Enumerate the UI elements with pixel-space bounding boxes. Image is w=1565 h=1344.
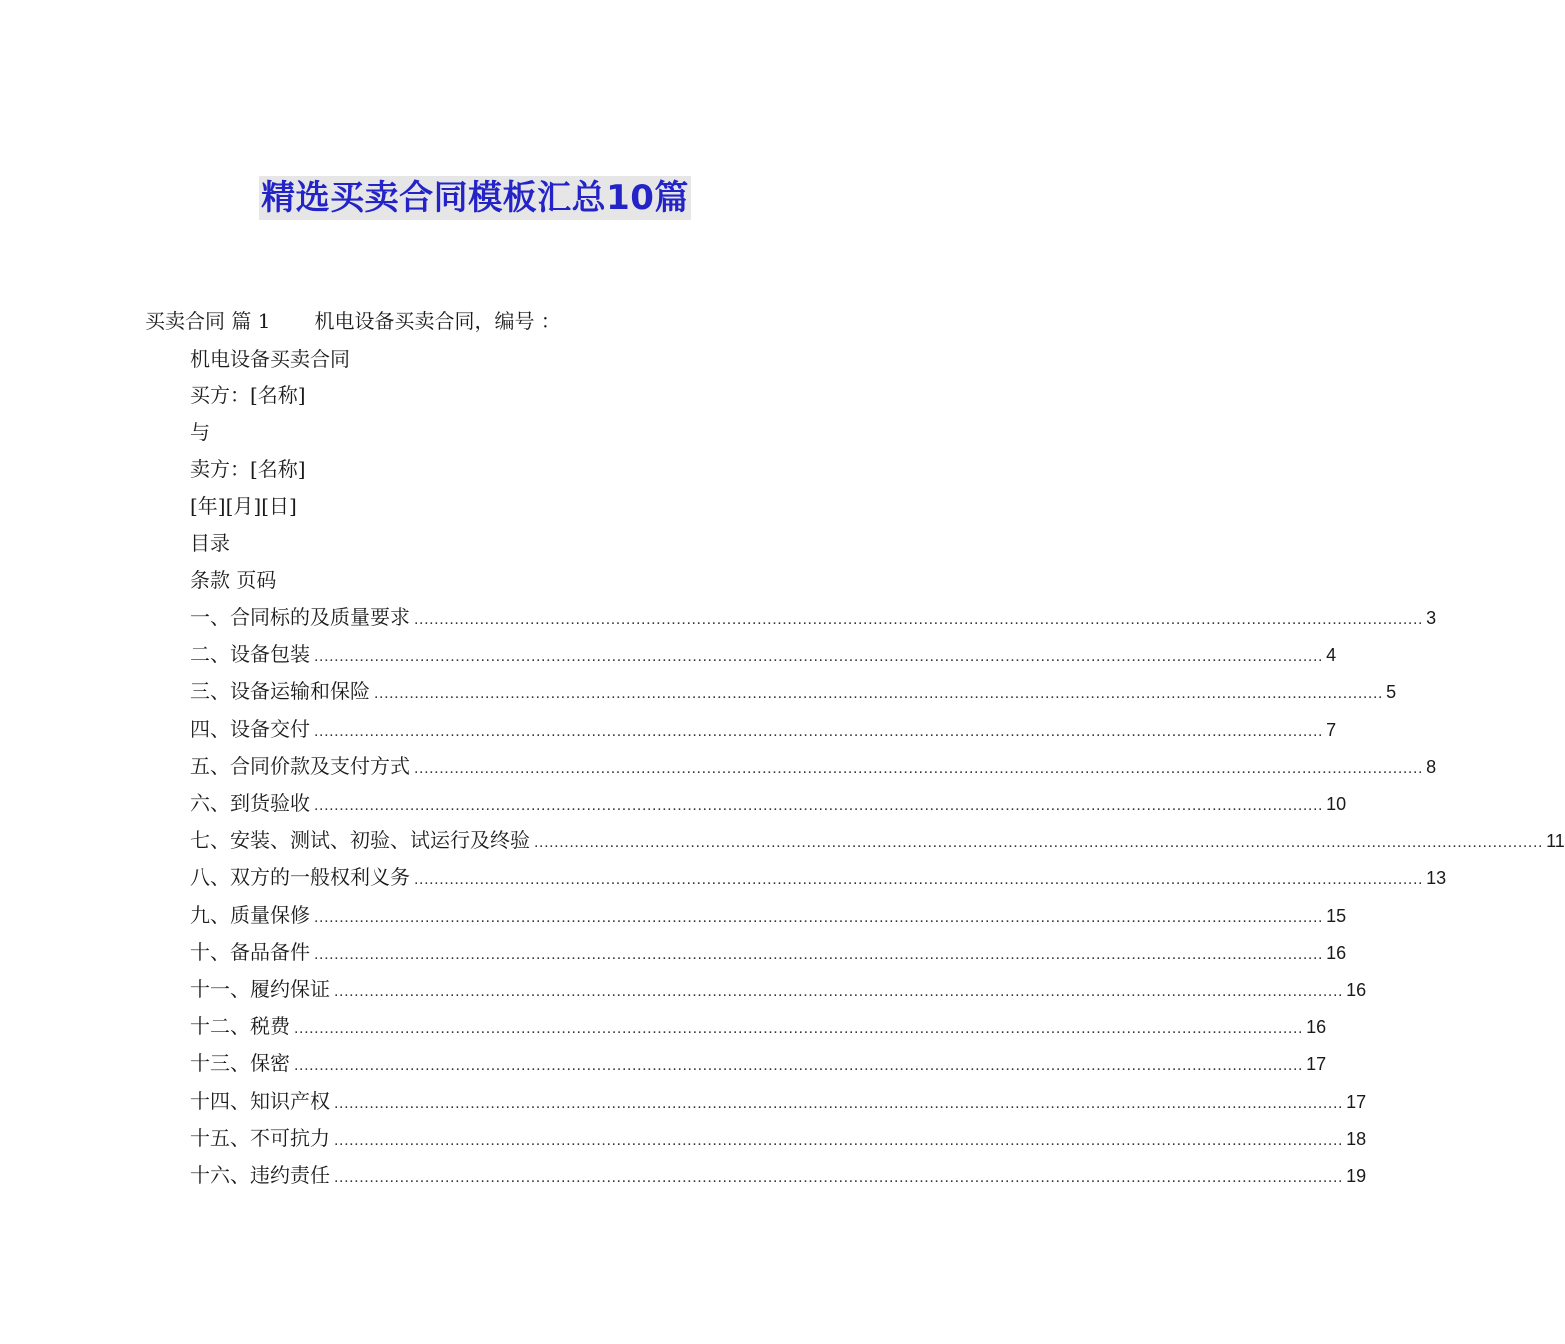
- toc-entry-title: 履约保证: [250, 977, 330, 1001]
- intro-heading: 买卖合同 篇 1: [145, 309, 271, 333]
- toc-number: 十一、: [190, 977, 250, 1001]
- toc-dot-leader: ........................................................................................................................................................................................................: [334, 983, 1344, 1000]
- toc-header: 条款 页码: [190, 568, 277, 592]
- toc-page-number: 16: [1326, 942, 1347, 963]
- date-line: [年][月][日]: [190, 494, 297, 518]
- toc-row: [190, 827, 1565, 856]
- toc-row: [190, 641, 1337, 670]
- toc-page-number: 16: [1306, 1017, 1327, 1038]
- toc-row: [190, 790, 1347, 819]
- toc-row: [190, 1088, 1367, 1117]
- toc-number: 十六、: [190, 1163, 250, 1187]
- toc-page-number: 17: [1346, 1091, 1367, 1112]
- toc-row: [190, 1050, 1327, 1079]
- toc-row: [190, 1162, 1367, 1191]
- toc-dot-leader: ........................................................................................................................................................................................................: [374, 685, 1384, 703]
- toc-entry-title: 双方的一般权利义务: [230, 865, 410, 890]
- toc-page-number: 19: [1346, 1166, 1367, 1186]
- intro-subject: 机电设备买卖合同，编号 ：: [314, 309, 561, 333]
- buyer-line: 买方：[名称]: [190, 383, 306, 407]
- contract-name: 机电设备买卖合同: [190, 347, 350, 371]
- toc-entry-title: 知识产权: [250, 1088, 330, 1113]
- toc-dot-leader: ........................................................................................................................................................................................................: [334, 1094, 1344, 1112]
- toc-row: [190, 976, 1367, 1005]
- toc-number: 十四、: [190, 1088, 250, 1113]
- toc-number: 四、: [190, 716, 230, 741]
- and-line: 与: [190, 420, 210, 444]
- toc-row: [190, 716, 1337, 745]
- toc-dot-leader: ........................................................................................................................................................................................................: [414, 871, 1424, 889]
- toc-page-number: 8: [1426, 756, 1437, 777]
- toc-dot-leader: ........................................................................................................................................................................................................: [294, 1057, 1304, 1075]
- toc-entry-title: 违约责任: [250, 1163, 330, 1187]
- toc-number: 八、: [190, 865, 230, 890]
- toc-row: [190, 1013, 1327, 1042]
- toc-entry-title: 设备交付: [230, 716, 310, 741]
- toc-page-number: 15: [1326, 905, 1347, 926]
- toc-dot-leader: ........................................................................................................................................................................................................: [294, 1020, 1304, 1038]
- toc-row: [190, 939, 1347, 968]
- toc-dot-leader: ........................................................................................................................................................................................................: [334, 1131, 1344, 1149]
- toc-entry-title: 设备运输和保险: [230, 679, 370, 704]
- toc-row: [190, 1125, 1367, 1154]
- toc-dot-leader: ........................................................................................................................................................................................................: [414, 759, 1424, 777]
- toc-dot-leader: ........................................................................................................................................................................................................: [314, 945, 1324, 963]
- toc-page-number: 5: [1386, 682, 1397, 703]
- intro-line: [145, 308, 561, 334]
- toc-row: [190, 864, 1447, 893]
- toc-page-number: 16: [1346, 980, 1367, 1000]
- toc-entry-title: 不可抗力: [250, 1125, 330, 1150]
- toc-dot-leader: ........................................................................................................................................................................................................: [314, 908, 1324, 926]
- toc-dot-leader: ........................................................................................................................................................................................................: [334, 1169, 1344, 1186]
- toc-number: 十五、: [190, 1125, 250, 1150]
- toc-number: 一、: [190, 605, 230, 629]
- toc-entry-title: 保密: [250, 1051, 290, 1076]
- toc-page-number: 4: [1326, 645, 1337, 666]
- toc-number: 三、: [190, 679, 230, 704]
- toc-number: 十、: [190, 939, 230, 964]
- toc-title: 目录: [190, 531, 230, 555]
- toc-dot-leader: ........................................................................................................................................................................................................: [414, 611, 1424, 628]
- toc-row: [190, 753, 1437, 782]
- toc-page-number: 3: [1426, 608, 1437, 628]
- toc-number: 七、: [190, 828, 230, 853]
- document-title: 精选买卖合同模板汇总10篇: [261, 178, 689, 218]
- toc-number: 五、: [190, 753, 230, 778]
- toc-entry-title: 到货验收: [230, 791, 310, 815]
- toc-number: 十二、: [190, 1014, 250, 1039]
- toc-row: [190, 678, 1397, 707]
- toc-dot-leader: ........................................................................................................................................................................................................: [314, 648, 1324, 666]
- toc-row: [190, 604, 1437, 633]
- toc-page-number: 7: [1326, 719, 1337, 740]
- toc-entry-title: 设备包装: [230, 642, 310, 667]
- toc-dot-leader: ........................................................................................................................................................................................................: [314, 722, 1324, 740]
- toc-row: [190, 902, 1347, 931]
- toc-entry-title: 合同价款及支付方式: [230, 753, 410, 778]
- toc-entry-title: 备品备件: [230, 939, 310, 964]
- toc-entry-title: 合同标的及质量要求: [230, 605, 410, 629]
- toc-entry-title: 质量保修: [230, 902, 310, 927]
- title-wrap: [0, 176, 950, 220]
- toc-entry-title: 安装、测试、初验、试运行及终验: [230, 828, 530, 853]
- toc-number: 二、: [190, 642, 230, 667]
- toc-number: 六、: [190, 791, 230, 815]
- toc-page-number: 11: [1546, 831, 1565, 852]
- toc-dot-leader: ........................................................................................................................................................................................................: [534, 834, 1544, 852]
- toc-page-number: 17: [1306, 1054, 1327, 1075]
- toc-page-number: 10: [1326, 794, 1347, 814]
- toc-dot-leader: ........................................................................................................................................................................................................: [314, 797, 1324, 814]
- toc-number: 十三、: [190, 1051, 250, 1076]
- toc-page-number: 18: [1346, 1128, 1367, 1149]
- toc-page-number: 13: [1426, 868, 1447, 889]
- toc-number: 九、: [190, 902, 230, 927]
- toc-entry-title: 税费: [250, 1014, 290, 1039]
- seller-line: 卖方：[名称]: [190, 457, 306, 481]
